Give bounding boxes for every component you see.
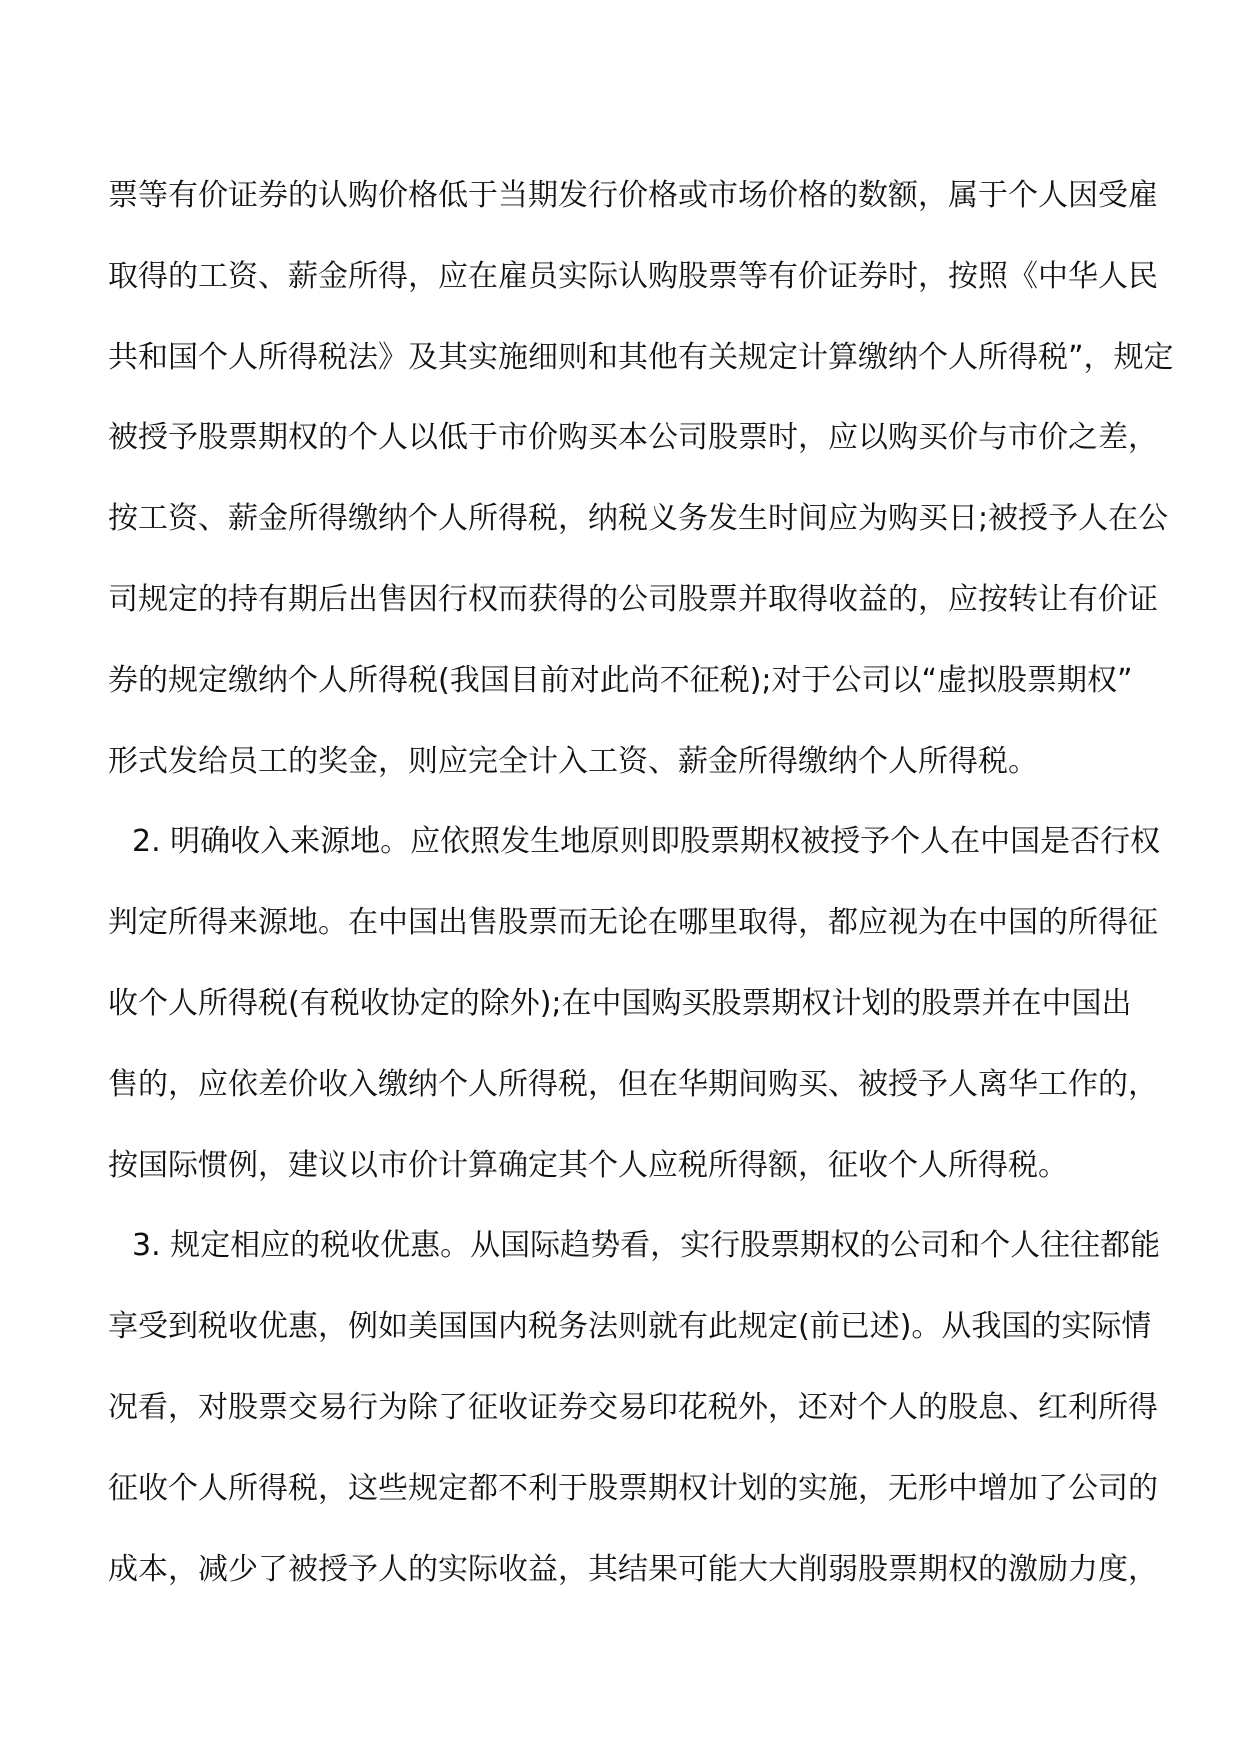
- paragraph-2-first-line: 2. 明确收入来源地。应依照发生地原则即股票期权被授予个人在中国是否行权: [132, 824, 1161, 860]
- text-line: 取得的工资、薪金所得，应在雇员实际认购股票等有价证券时，按照《中华人民: [108, 258, 1158, 294]
- text-line: 司规定的持有期后出售因行权而获得的公司股票并取得收益的，应按转让有价证: [108, 581, 1158, 617]
- text-line: 收个人所得税(有税收协定的除外);在中国购买股票期权计划的股票并在中国出: [108, 985, 1132, 1021]
- text-line: 按工资、薪金所得缴纳个人所得税，纳税义务发生时间应为购买日;被授予人在公: [108, 501, 1169, 537]
- text-line: 形式发给员工的奖金，则应完全计入工资、薪金所得缴纳个人所得税。: [108, 743, 1038, 779]
- document-body: [108, 156, 1174, 1610]
- text-line: 票等有价证券的认购价格低于当期发行价格或市场价格的数额，属于个人因受雇: [108, 178, 1158, 213]
- paragraph-3-first-line: 3. 规定相应的税收优惠。从国际趋势看，实行股票期权的公司和个人往往都能: [132, 1228, 1161, 1264]
- text-line: 被授予股票期权的个人以低于市价购买本公司股票时，应以购买价与市价之差，: [108, 420, 1158, 456]
- text-line: 按国际惯例，建议以市价计算确定其个人应税所得额，征收个人所得税。: [108, 1147, 1068, 1183]
- text-line: 成本，减少了被授予人的实际收益，其结果可能大大削弱股票期权的激励力度，: [108, 1551, 1158, 1587]
- text-line: 券的规定缴纳个人所得税(我国目前对此尚不征税);对于公司以“虚拟股票期权”: [108, 662, 1133, 698]
- text-line: 判定所得来源地。在中国出售股票而无论在哪里取得，都应视为在中国的所得征: [108, 905, 1158, 941]
- text-line: 享受到税收优惠，例如美国国内税务法则就有此规定(前已述)。从我国的实际情: [108, 1309, 1152, 1345]
- text-line: 售的，应依差价收入缴纳个人所得税，但在华期间购买、被授予人离华工作的，: [108, 1066, 1158, 1102]
- text-line: 征收个人所得税，这些规定都不利于股票期权计划的实施，无形中增加了公司的: [108, 1470, 1158, 1506]
- text-line: 况看，对股票交易行为除了征收证券交易印花税外，还对个人的股息、红利所得: [108, 1389, 1158, 1425]
- text-line: 共和国个人所得税法》及其实施细则和其他有关规定计算缴纳个人所得税”，规定: [108, 339, 1174, 375]
